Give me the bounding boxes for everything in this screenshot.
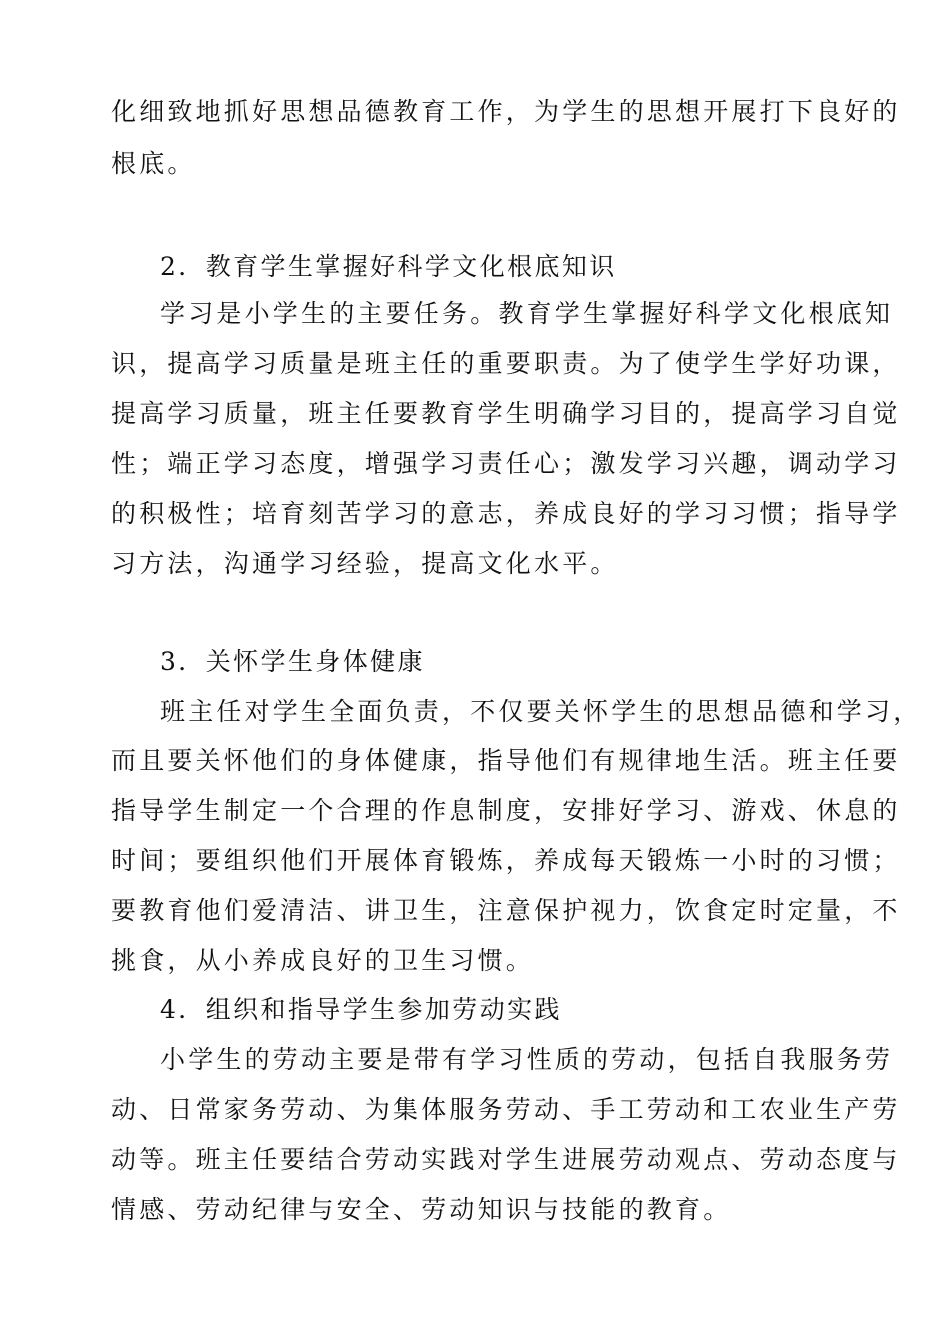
paragraph-line: 情感、劳动纪律与安全、劳动知识与技能的教育。 [111,1195,732,1224]
paragraph-line: 班主任对学生全面负责，不仅要关怀学生的思想品德和学习， [160,697,922,726]
paragraph-line: 化细致地抓好思想品德教育工作，为学生的思想开展打下良好的 [111,97,901,126]
paragraph-line: 指导学生制定一个合理的作息制度，安排好学习、游戏、休息的 [111,796,901,825]
paragraph-line: 小学生的劳动主要是带有学习性质的劳动，包括自我服务劳 [160,1045,894,1074]
section-heading-3: 3．关怀学生身体健康 [160,647,425,676]
paragraph-line: 根底。 [111,149,196,178]
paragraph-line: 识，提高学习质量是班主任的重要职责。为了使学生学好功课， [111,349,901,378]
paragraph-line: 习方法，沟通学习经验，提高文化水平。 [111,549,619,578]
paragraph-line: 的积极性；培育刻苦学习的意志，养成良好的学习习惯；指导学 [111,499,901,528]
paragraph-line: 而且要关怀他们的身体健康，指导他们有规律地生活。班主任要 [111,746,901,775]
section-heading-4: 4．组织和指导学生参加劳动实践 [160,995,562,1024]
section-heading-2: 2．教育学生掌握好科学文化根底知识 [160,252,617,281]
paragraph-line: 动等。班主任要结合劳动实践对学生进展劳动观点、劳动态度与 [111,1145,901,1174]
paragraph-line: 学习是小学生的主要任务。教育学生掌握好科学文化根底知 [160,299,894,328]
paragraph-line: 要教育他们爱清洁、讲卫生，注意保护视力，饮食定时定量，不 [111,896,901,925]
paragraph-line: 提高学习质量，班主任要教育学生明确学习目的，提高学习自觉 [111,399,901,428]
paragraph-line: 动、日常家务劳动、为集体服务劳动、手工劳动和工农业生产劳 [111,1095,901,1124]
paragraph-line: 时间；要组织他们开展体育锻炼，养成每天锻炼一小时的习惯； [111,846,901,875]
paragraph-line: 挑食，从小养成良好的卫生习惯。 [111,946,535,975]
paragraph-line: 性；端正学习态度，增强学习责任心；激发学习兴趣，调动学习 [111,449,901,478]
